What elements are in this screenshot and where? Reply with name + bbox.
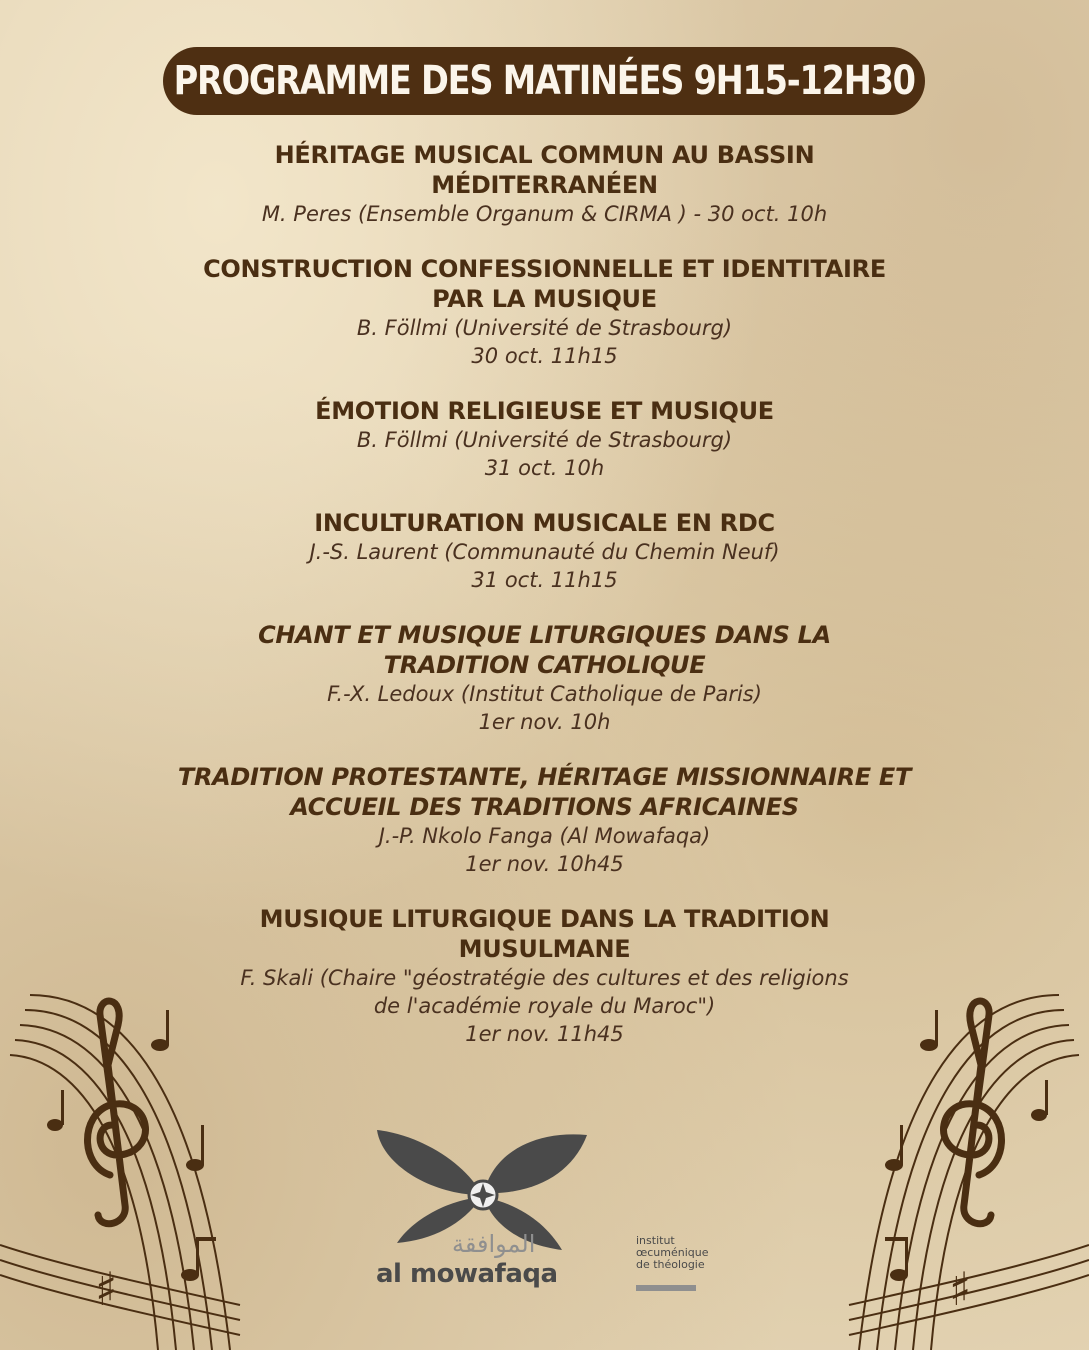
session-speaker: B. Föllmi (Université de Strasbourg): [356, 316, 733, 340]
session-title: ÉMOTION RELIGIEUSE ET MUSIQUE: [315, 397, 774, 425]
logo-arabic-text: الموافقة: [452, 1230, 536, 1258]
logo-bar: [636, 1285, 696, 1291]
session-date: 1er nov. 11h45: [465, 1022, 624, 1046]
session-1: [150, 140, 939, 228]
session-speaker: F.-X. Ledoux (Institut Catholique de Paris): [327, 682, 762, 706]
session-2: [150, 254, 939, 370]
session-5: [150, 620, 939, 736]
session-speaker: F. Skali (Chaire "géostratégie des cultures et des religions: [240, 966, 849, 990]
programme-list: [150, 140, 939, 1074]
session-6: [150, 762, 939, 878]
session-speaker: M. Peres (Ensemble Organum & CIRMA ) - 30 oct. 10h: [261, 202, 828, 226]
session-title: CHANT ET MUSIQUE LITURGIQUES DANS LA TRADITION CATHOLIQUE: [258, 621, 831, 679]
session-7: [150, 904, 939, 1048]
session-title: MUSIQUE LITURGIQUE DANS LA TRADITION MUSULMANE: [259, 905, 830, 963]
logo-subtitle-line: de théologie: [636, 1258, 705, 1271]
session-speaker: J.-S. Laurent (Communauté du Chemin Neuf): [309, 540, 780, 564]
session-speaker-cont: de l'académie royale du Maroc"): [373, 994, 716, 1018]
banner-title: PROGRAMME DES MATINÉES 9H15-12H30: [173, 58, 915, 104]
music-staff-left-icon: [0, 975, 250, 1350]
svg-text:♯: ♯: [949, 1262, 972, 1316]
session-date: 31 oct. 10h: [484, 456, 605, 480]
session-title: INCULTURATION MUSICALE EN RDC: [314, 509, 775, 537]
svg-text:♯: ♯: [95, 1262, 118, 1316]
session-speaker: J.-P. Nkolo Fanga (Al Mowafaqa): [378, 824, 711, 848]
title-banner: [163, 47, 925, 115]
session-title: TRADITION PROTESTANTE, HÉRITAGE MISSIONNAIRE ET ACCUEIL DES TRADITIONS AFRICAINES: [177, 763, 912, 821]
session-date: 30 oct. 11h15: [471, 344, 618, 368]
session-speaker: B. Föllmi (Université de Strasbourg): [356, 428, 733, 452]
logo-name: al mowafaqa: [376, 1259, 558, 1289]
session-4: [150, 508, 939, 594]
logo-subtitle: [636, 1234, 709, 1271]
session-title: HÉRITAGE MUSICAL COMMUN AU BASSIN MÉDITERRANÉEN: [274, 141, 815, 199]
session-date: 1er nov. 10h45: [465, 852, 624, 876]
session-date: 31 oct. 11h15: [471, 568, 618, 592]
logo-subtitle-line: œcuménique: [636, 1246, 709, 1259]
logo-subtitle-line: institut: [636, 1234, 675, 1247]
session-3: [150, 396, 939, 482]
al-mowafaqa-logo: [372, 1125, 709, 1295]
music-staff-right-icon: [839, 975, 1089, 1350]
session-title: CONSTRUCTION CONFESSIONNELLE ET IDENTITAIRE PAR LA MUSIQUE: [203, 255, 886, 313]
session-date: 1er nov. 10h: [478, 710, 611, 734]
